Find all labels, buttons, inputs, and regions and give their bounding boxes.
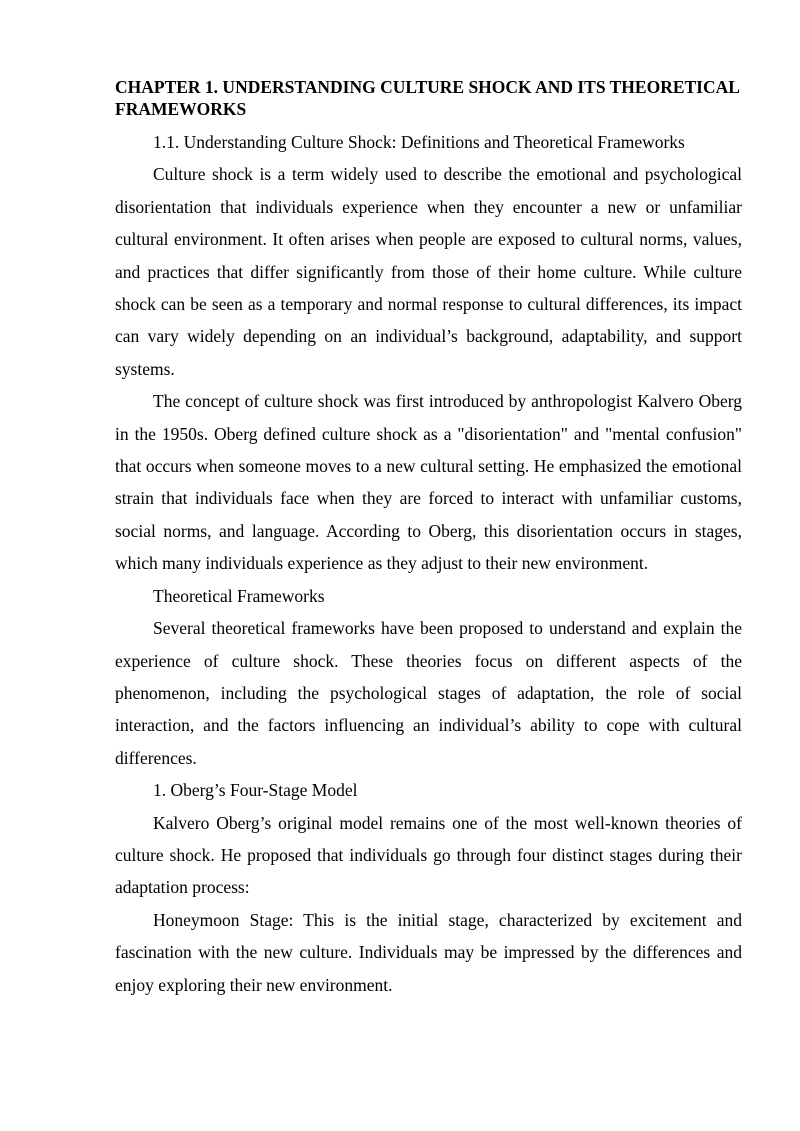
paragraph-oberg-concept: The concept of culture shock was first introduced by anthropologist Kalvero Oberg in the 1950s. Oberg defined culture shock as a "disorientation" and "mental confusion" that occurs when someone moves to a new cultural setting. He emphasized the emotional strain that individuals face when they are forced to interact with unfamiliar customs, social norms, and language. According to Oberg, this disorientation occurs in stages, which many individuals experience as they adjust to their new environment. bbox=[115, 391, 742, 574]
paragraph-honeymoon-stage: Honeymoon Stage: This is the initial stage, characterized by excitement and fascination with the new culture. Individuals may be impressed by the differences and enjoy exploring their new environment. bbox=[115, 909, 742, 995]
subheading-theoretical-frameworks: Theoretical Frameworks bbox=[153, 585, 325, 606]
paragraph-definition: Culture shock is a term widely used to describe the emotional and psychological disorientation that individuals experience when they encounter a new or unfamiliar cultural environment. It often arises when people are exposed to cultural norms, values, and practices that differ significantly from those of their home culture. While culture shock can be seen as a temporary and normal response to cultural differences, its impact can vary widely depending on an individual’s background, adaptability, and support systems. bbox=[115, 164, 742, 379]
paragraph-frameworks: Several theoretical frameworks have been proposed to understand and explain the experience of culture shock. These theories focus on different aspects of the phenomenon, including the psychological stages of adaptation, the role of social interaction, and the factors influencing an individual’s ability to cope with cultural differences. bbox=[115, 618, 742, 768]
paragraph-oberg-model: Kalvero Oberg’s original model remains one of the most well-known theories of culture shock. He proposed that individuals go through four distinct stages during their adaptation process: bbox=[115, 812, 742, 898]
subheading-oberg-model: 1. Oberg’s Four-Stage Model bbox=[153, 780, 358, 801]
document-page bbox=[115, 76, 742, 1001]
section-heading: 1.1. Understanding Culture Shock: Definitions and Theoretical Frameworks bbox=[153, 132, 685, 152]
chapter-title: CHAPTER 1. UNDERSTANDING CULTURE SHOCK AND ITS THEORETICAL FRAMEWORKS bbox=[115, 77, 739, 119]
